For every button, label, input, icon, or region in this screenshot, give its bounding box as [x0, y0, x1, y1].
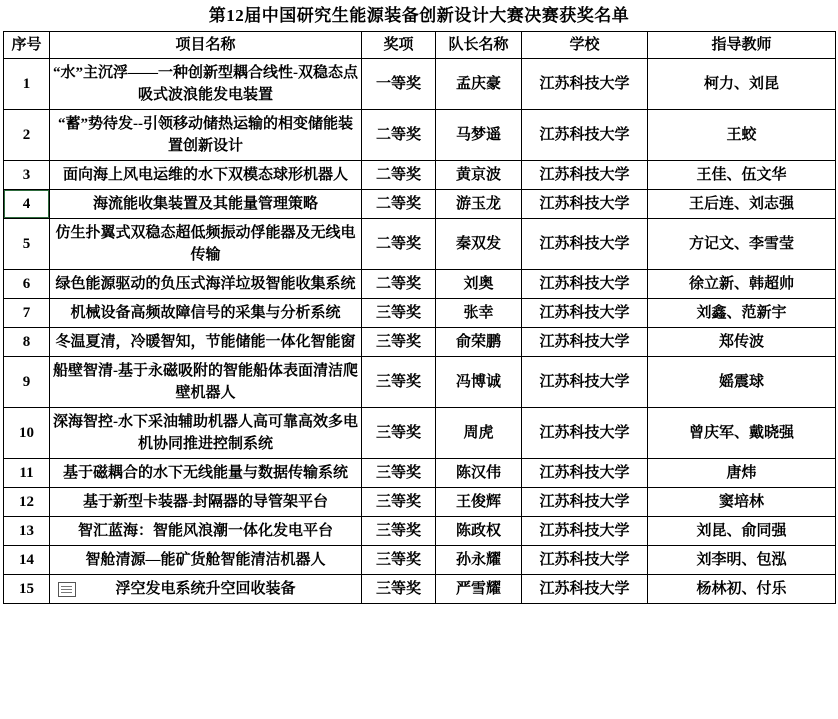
cell-seq: 2	[4, 110, 50, 161]
table-body	[4, 59, 836, 604]
cell-award: 三等奖	[362, 488, 436, 517]
cell-teachers: 方记文、李雪莹	[648, 219, 836, 270]
table-row	[4, 517, 836, 546]
cell-leader: 黄京波	[436, 161, 522, 190]
table-row	[4, 546, 836, 575]
cell-school: 江苏科技大学	[522, 161, 648, 190]
cell-seq: 14	[4, 546, 50, 575]
cell-award: 一等奖	[362, 59, 436, 110]
cell-award: 二等奖	[362, 161, 436, 190]
cell-teachers: 唐炜	[648, 459, 836, 488]
cell-project: “蓄”势待发--引领移动储热运输的相变储能装置创新设计	[50, 110, 362, 161]
cell-leader: 周虎	[436, 408, 522, 459]
cell-leader: 张幸	[436, 299, 522, 328]
cell-leader: 孟庆豪	[436, 59, 522, 110]
cell-school: 江苏科技大学	[522, 219, 648, 270]
cell-leader: 刘奥	[436, 270, 522, 299]
cell-teachers: 杨林初、付乐	[648, 575, 836, 604]
cell-teachers: 刘鑫、范新宇	[648, 299, 836, 328]
cell-leader: 俞荣鹏	[436, 328, 522, 357]
table-row	[4, 575, 836, 604]
cell-school: 江苏科技大学	[522, 408, 648, 459]
cell-project: 冬温夏清，冷暖智知，节能储能一体化智能窗	[50, 328, 362, 357]
cell-teachers: 刘李明、包泓	[648, 546, 836, 575]
cell-award: 三等奖	[362, 299, 436, 328]
cell-leader: 陈政权	[436, 517, 522, 546]
cell-award: 三等奖	[362, 459, 436, 488]
cell-leader: 冯博诚	[436, 357, 522, 408]
cell-project: 绿色能源驱动的负压式海洋垃圾智能收集系统	[50, 270, 362, 299]
cell-project-text: 浮空发电系统升空回收装备	[115, 581, 296, 597]
column-header-project: 项目名称	[50, 32, 362, 59]
cell-school: 江苏科技大学	[522, 459, 648, 488]
cell-project: 基于新型卡装器-封隔器的导管架平台	[50, 488, 362, 517]
cell-school: 江苏科技大学	[522, 517, 648, 546]
cell-teachers: 柯力、刘昆	[648, 59, 836, 110]
cell-school: 江苏科技大学	[522, 488, 648, 517]
cell-teachers: 王后连、刘志强	[648, 190, 836, 219]
cell-seq: 7	[4, 299, 50, 328]
cell-award: 二等奖	[362, 190, 436, 219]
table-header	[4, 32, 836, 59]
cell-project: 船壁智清-基于永磁吸附的智能船体表面清洁爬壁机器人	[50, 357, 362, 408]
column-header-award: 奖项	[362, 32, 436, 59]
cell-teachers: 王蛟	[648, 110, 836, 161]
table-row	[4, 299, 836, 328]
cell-award: 三等奖	[362, 328, 436, 357]
cell-project: 基于磁耦合的水下无线能量与数据传输系统	[50, 459, 362, 488]
cell-teachers: 徐立新、韩超帅	[648, 270, 836, 299]
cell-school: 江苏科技大学	[522, 190, 648, 219]
cell-seq: 12	[4, 488, 50, 517]
cell-seq: 13	[4, 517, 50, 546]
cell-project: 面向海上风电运维的水下双模态球形机器人	[50, 161, 362, 190]
cell-seq: 1	[4, 59, 50, 110]
table-row	[4, 408, 836, 459]
cell-project: “水”主沉浮——一种创新型耦合线性-双稳态点吸式波浪能发电装置	[50, 59, 362, 110]
cell-award: 二等奖	[362, 270, 436, 299]
cell-leader: 严雪耀	[436, 575, 522, 604]
cell-award: 三等奖	[362, 546, 436, 575]
cell-project: 智汇蓝海：智能风浪潮一体化发电平台	[50, 517, 362, 546]
cell-project: 机械设备高频故障信号的采集与分析系统	[50, 299, 362, 328]
cell-teachers: 媱震球	[648, 357, 836, 408]
cell-award: 三等奖	[362, 408, 436, 459]
award-list-table	[3, 31, 836, 604]
column-header-teachers: 指导教师	[648, 32, 836, 59]
cell-leader: 孙永耀	[436, 546, 522, 575]
cell-award: 二等奖	[362, 219, 436, 270]
table-row	[4, 59, 836, 110]
cell-school: 江苏科技大学	[522, 575, 648, 604]
table-row	[4, 110, 836, 161]
table-row	[4, 459, 836, 488]
table-row	[4, 219, 836, 270]
cell-leader: 马梦遥	[436, 110, 522, 161]
cell-award: 三等奖	[362, 357, 436, 408]
cell-school: 江苏科技大学	[522, 270, 648, 299]
cell-project: 智舱清源—能矿货舱智能清洁机器人	[50, 546, 362, 575]
cell-school: 江苏科技大学	[522, 546, 648, 575]
cell-seq: 8	[4, 328, 50, 357]
table-row	[4, 328, 836, 357]
table-row	[4, 270, 836, 299]
column-header-leader: 队长名称	[436, 32, 522, 59]
cell-teachers: 郑传波	[648, 328, 836, 357]
cell-school: 江苏科技大学	[522, 299, 648, 328]
cell-school: 江苏科技大学	[522, 110, 648, 161]
table-row	[4, 190, 836, 219]
column-header-school: 学校	[522, 32, 648, 59]
document-placeholder-icon	[58, 582, 76, 597]
page-title: 第12届中国研究生能源装备创新设计大赛决赛获奖名单	[208, 6, 630, 25]
cell-project	[50, 575, 362, 604]
cell-school: 江苏科技大学	[522, 328, 648, 357]
table-header-row	[4, 32, 836, 59]
table-row	[4, 488, 836, 517]
cell-teachers: 刘昆、俞同强	[648, 517, 836, 546]
cell-teachers: 曾庆军、戴晓强	[648, 408, 836, 459]
cell-award: 三等奖	[362, 575, 436, 604]
cell-teachers: 王佳、伍文华	[648, 161, 836, 190]
cell-teachers: 窦培林	[648, 488, 836, 517]
table-row	[4, 357, 836, 408]
cell-seq: 10	[4, 408, 50, 459]
cell-seq: 11	[4, 459, 50, 488]
cell-seq: 15	[4, 575, 50, 604]
cell-seq: 6	[4, 270, 50, 299]
cell-seq: 9	[4, 357, 50, 408]
cell-project: 深海智控-水下采油辅助机器人高可靠高效多电机协同推进控制系统	[50, 408, 362, 459]
cell-seq: 5	[4, 219, 50, 270]
cell-leader: 秦双发	[436, 219, 522, 270]
column-header-seq: 序号	[4, 32, 50, 59]
cell-school: 江苏科技大学	[522, 357, 648, 408]
cell-award: 二等奖	[362, 110, 436, 161]
cell-award: 三等奖	[362, 517, 436, 546]
cell-leader: 陈汉伟	[436, 459, 522, 488]
cell-school: 江苏科技大学	[522, 59, 648, 110]
cell-seq: 3	[4, 161, 50, 190]
cell-project: 海流能收集装置及其能量管理策略	[50, 190, 362, 219]
cell-leader: 王俊辉	[436, 488, 522, 517]
table-row	[4, 161, 836, 190]
cell-seq: 4	[4, 190, 50, 219]
cell-project: 仿生扑翼式双稳态超低频振动俘能器及无线电传输	[50, 219, 362, 270]
cell-leader: 游玉龙	[436, 190, 522, 219]
